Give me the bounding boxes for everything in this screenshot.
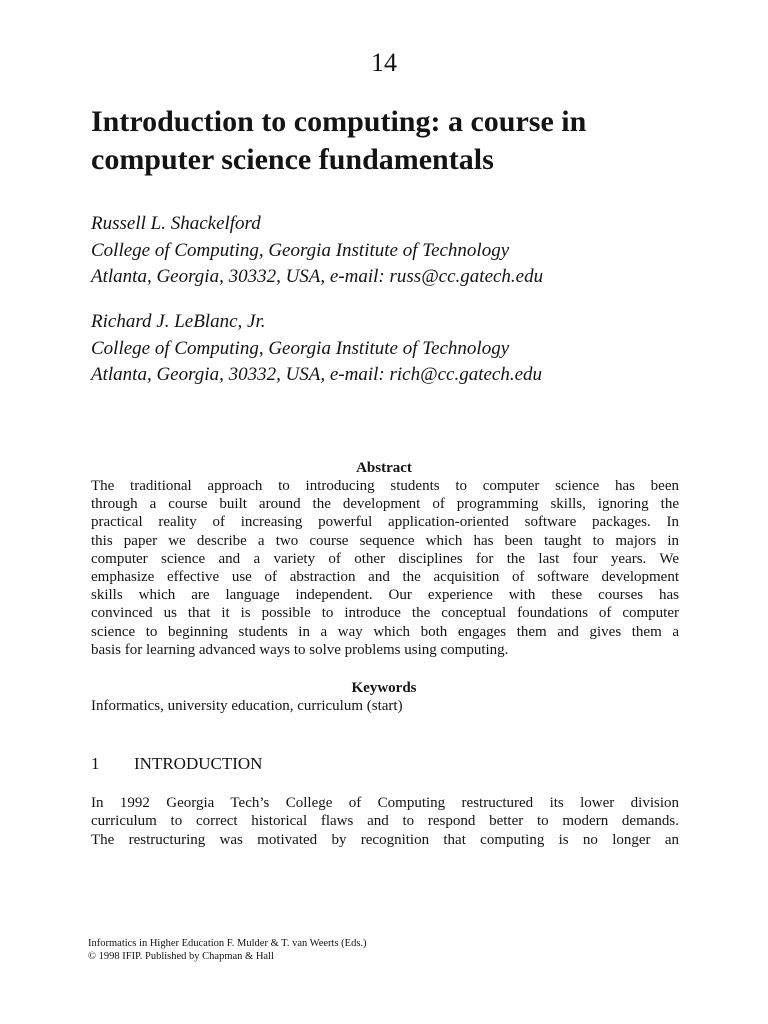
abstract-line: computer science and a variety of other disciplines for the last four years. We bbox=[91, 550, 679, 567]
chapter-number: 14 bbox=[371, 48, 397, 77]
abstract-line: convinced us that it is possible to introduce the conceptual foundations of computer bbox=[91, 605, 679, 622]
author-name: Russell L. Shackelford bbox=[91, 213, 261, 234]
publication-footer bbox=[88, 937, 367, 963]
body-line: The restructuring was motivated by recognition that computing is no longer an bbox=[91, 831, 679, 848]
section-heading bbox=[91, 753, 262, 775]
footer-copyright: © 1998 IFIP. Published by Chapman & Hall bbox=[88, 951, 274, 962]
section-number: 1 bbox=[91, 754, 100, 773]
abstract-line: basis for learning advanced ways to solve problems using computing. bbox=[91, 641, 509, 658]
abstract-line: emphasize effective use of abstraction and the acquisition of software development bbox=[91, 569, 679, 586]
body-line: curriculum to correct historical flaws and to respond better to modern demands. bbox=[91, 813, 679, 830]
abstract-body bbox=[91, 477, 679, 659]
footer-book-info: Informatics in Higher Education F. Mulder & T. van Weerts (Eds.) bbox=[88, 938, 367, 949]
paper-title-line: Introduction to computing: a course in bbox=[91, 105, 587, 138]
abstract-line: science to beginning students in a way which both engages them and gives them a bbox=[91, 623, 679, 640]
keywords-heading: Keywords bbox=[351, 680, 417, 696]
author-affiliation: College of Computing, Georgia Institute of Technology bbox=[91, 337, 510, 359]
abstract-line: The traditional approach to introducing students to computer science has been bbox=[91, 478, 679, 494]
section-title: INTRODUCTION bbox=[134, 754, 263, 773]
abstract-line: skills which are language independent. Our experience with these courses has bbox=[91, 587, 679, 604]
abstract-line: this paper we describe a two course sequence which has been taught to majors in bbox=[91, 532, 679, 549]
section-body bbox=[91, 794, 679, 849]
abstract-line: practical reality of increasing powerful application-oriented software packages. In bbox=[91, 514, 679, 531]
body-line: In 1992 Georgia Tech’s College of Computing restructured its lower division bbox=[91, 795, 679, 811]
keywords-text: Informatics, university education, curriculum (start) bbox=[91, 698, 403, 714]
author-block bbox=[91, 211, 731, 291]
abstract-line: through a course built around the development of programming skills, ignoring the bbox=[91, 496, 679, 513]
abstract-heading: Abstract bbox=[356, 460, 412, 476]
paper-title bbox=[91, 103, 731, 179]
author-address: Atlanta, Georgia, 30332, USA, e-mail: russ@cc.gatech.edu bbox=[91, 266, 544, 287]
author-name: Richard J. LeBlanc, Jr. bbox=[91, 311, 266, 332]
paper-title-line: computer science fundamentals bbox=[91, 143, 494, 176]
author-block bbox=[91, 309, 731, 389]
author-address: Atlanta, Georgia, 30332, USA, e-mail: rich@cc.gatech.edu bbox=[91, 364, 543, 385]
author-affiliation: College of Computing, Georgia Institute of Technology bbox=[91, 239, 510, 261]
